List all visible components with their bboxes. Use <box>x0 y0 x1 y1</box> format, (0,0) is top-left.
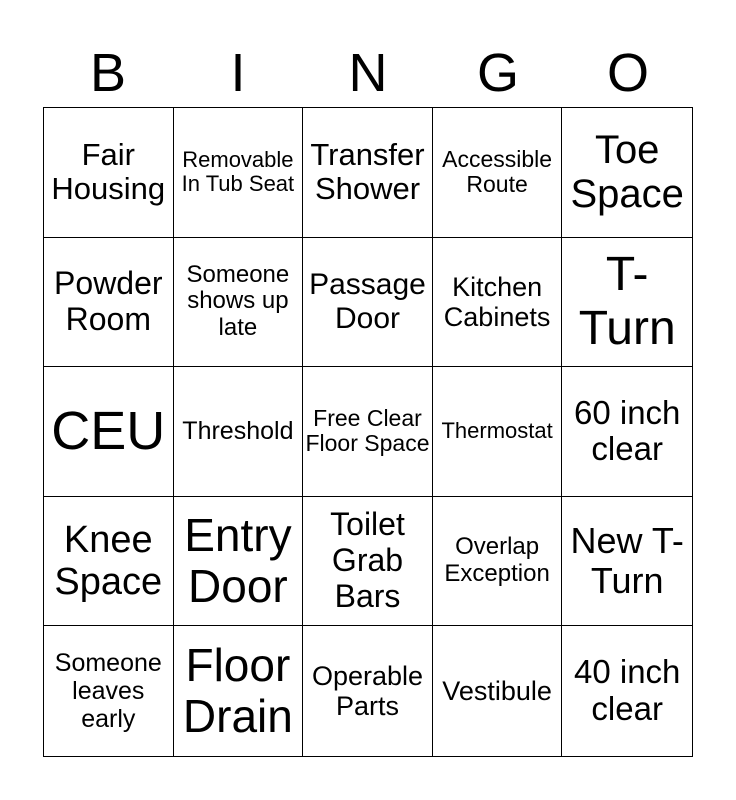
bingo-cell[interactable] <box>303 367 433 497</box>
bingo-cell[interactable] <box>44 497 174 627</box>
cell-label: T-Turn <box>578 248 676 355</box>
cell-label: Knee Space <box>54 518 163 604</box>
cell-label: Threshold <box>182 417 294 446</box>
bingo-cell[interactable] <box>562 497 692 627</box>
bingo-cell[interactable] <box>303 497 433 627</box>
header-letter-g: G <box>476 43 519 103</box>
cell-label: Floor Drain <box>182 638 293 743</box>
bingo-cell[interactable] <box>562 626 692 756</box>
cell-label: Fair Housing <box>51 136 166 207</box>
bingo-cell[interactable] <box>562 238 692 368</box>
cell-label: Passage Door <box>309 268 426 335</box>
bingo-cell[interactable] <box>44 108 174 238</box>
cell-label: Free Clear Floor Space <box>305 404 430 457</box>
bingo-cell[interactable] <box>174 367 304 497</box>
bingo-header <box>43 40 693 106</box>
bingo-cell[interactable] <box>174 238 304 368</box>
cell-label: New T-Turn <box>570 519 684 602</box>
bingo-cell[interactable] <box>562 367 692 497</box>
cell-label: Accessible Route <box>442 145 553 198</box>
bingo-cell[interactable] <box>433 108 563 238</box>
cell-label: Operable Parts <box>311 660 424 722</box>
header-letter-o: O <box>606 43 649 103</box>
bingo-board <box>43 107 693 757</box>
bingo-cell[interactable] <box>433 497 563 627</box>
bingo-cell[interactable] <box>174 626 304 756</box>
bingo-cell[interactable] <box>303 626 433 756</box>
bingo-cell[interactable] <box>433 367 563 497</box>
cell-label: Thermostat <box>441 418 553 444</box>
header-letter-n: N <box>348 43 388 103</box>
bingo-cell[interactable] <box>303 108 433 238</box>
header-letter-i: I <box>230 43 246 103</box>
bingo-cell[interactable] <box>303 238 433 368</box>
cell-label: CEU <box>51 401 166 462</box>
cell-label: Kitchen Cabinets <box>443 271 551 332</box>
cell-label: Toilet Grab Bars <box>330 506 405 614</box>
cell-label: Transfer Shower <box>310 136 425 207</box>
header-letter-b: B <box>89 43 127 103</box>
bingo-cell[interactable] <box>562 108 692 238</box>
bingo-cell[interactable] <box>433 626 563 756</box>
cell-label: Powder Room <box>54 265 163 337</box>
cell-label: 60 inch clear <box>573 393 681 468</box>
cell-label: Someone shows up late <box>186 260 290 342</box>
bingo-cell[interactable] <box>174 497 304 627</box>
cell-label: Someone leaves early <box>54 649 162 734</box>
bingo-cell[interactable] <box>174 108 304 238</box>
bingo-cell[interactable] <box>433 238 563 368</box>
cell-label: Vestibule <box>442 676 552 707</box>
bingo-cell[interactable] <box>44 367 174 497</box>
cell-label: Overlap Exception <box>444 533 550 588</box>
bingo-cell[interactable] <box>44 626 174 756</box>
cell-label: Toe Space <box>570 127 684 217</box>
cell-label: 40 inch clear <box>573 653 681 728</box>
cell-label: Removable In Tub Seat <box>181 146 295 197</box>
cell-label: Entry Door <box>184 508 292 613</box>
bingo-cell[interactable] <box>44 238 174 368</box>
